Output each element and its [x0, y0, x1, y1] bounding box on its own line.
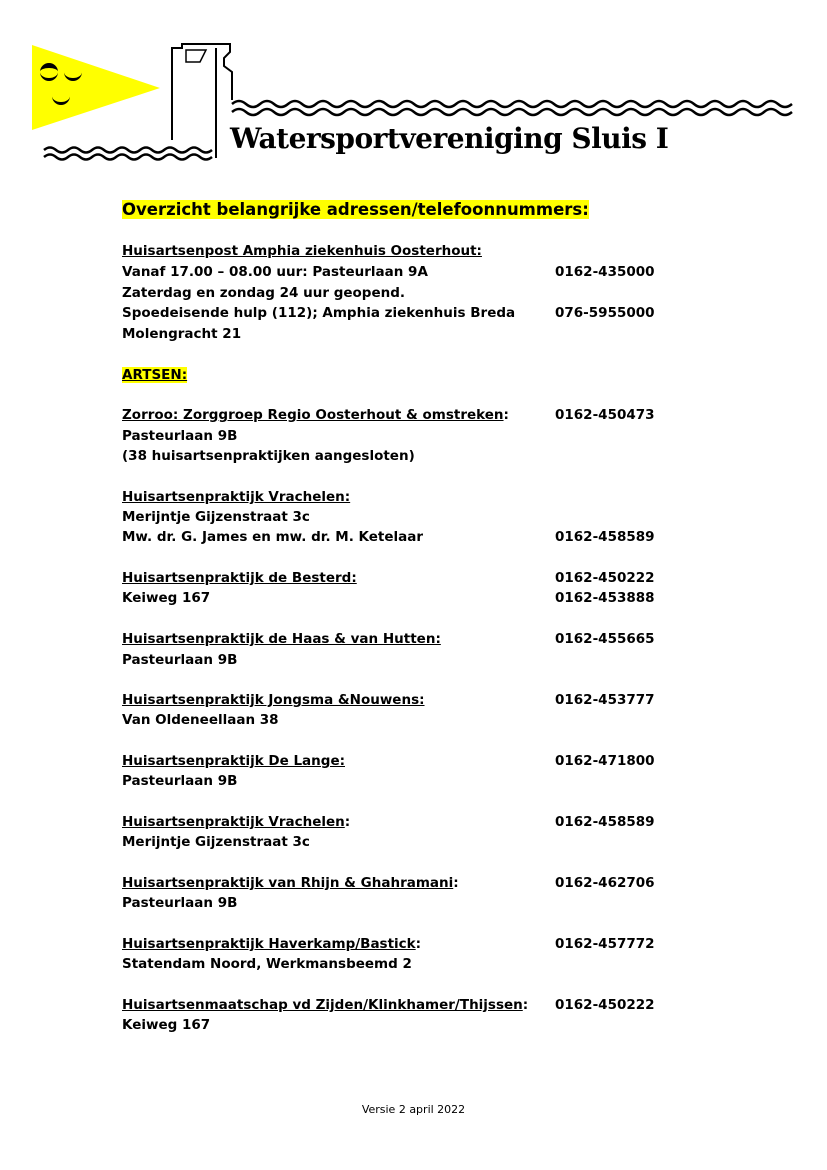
- entry-name: Huisartsenpraktijk Vrachelen:: [122, 814, 351, 830]
- entry-address: Pasteurlaan 9B: [122, 652, 238, 668]
- post-hours-phone: 0162-435000: [555, 264, 655, 280]
- entry-address: Statendam Noord, Werkmansbeemd 2: [122, 956, 412, 972]
- entry-phone: 0162-471800: [555, 753, 655, 769]
- entry-address: Van Oldeneellaan 38: [122, 712, 279, 728]
- entry-name: Huisartsenpraktijk Jongsma &Nouwens:: [122, 692, 425, 708]
- entry-phone: 0162-457772: [555, 936, 655, 952]
- entry-address: Pasteurlaan 9B: [122, 895, 238, 911]
- footer-version: Versie 2 april 2022: [361, 1103, 466, 1116]
- post-weekend: Zaterdag en zondag 24 uur geopend.: [122, 285, 406, 301]
- entry-name: Huisartsenpraktijk Haverkamp/Bastick:: [122, 936, 422, 952]
- entry-phone: 0162-458589: [555, 529, 655, 545]
- entry-phone: 0162-453777: [555, 692, 655, 708]
- entry-phone: 0162-450473: [555, 407, 655, 423]
- entry-note: (38 huisartsenpraktijken aangesloten): [122, 448, 415, 464]
- artsen-heading: ARTSEN:: [122, 367, 188, 383]
- entry-phone: 0162-450222: [555, 570, 655, 586]
- entry-phone: 0162-458589: [555, 814, 655, 830]
- entry-name: Huisartsenmaatschap vd Zijden/Klinkhamer/Thijssen:: [122, 997, 529, 1013]
- entry-address: Merijntje Gijzenstraat 3c: [122, 834, 310, 850]
- entry-name: Zorroo: Zorggroep Regio Oosterhout & omstreken:: [122, 407, 509, 423]
- letterhead: [0, 0, 827, 170]
- entry-name: Huisartsenpraktijk de Haas & van Hutten:: [122, 631, 441, 647]
- entry-name: Huisartsenpraktijk van Rhijn & Ghahramani:: [122, 875, 459, 891]
- entry-address: Pasteurlaan 9B: [122, 428, 238, 444]
- tower-icon: [172, 44, 232, 158]
- entry-phone: 0162-462706: [555, 875, 655, 891]
- entry-name: Huisartsenpraktijk De Lange:: [122, 753, 345, 769]
- entry-address: Keiweg 167: [122, 1017, 211, 1033]
- post-emergency-address: Molengracht 21: [122, 326, 242, 342]
- post-emergency-phone: 076-5955000: [555, 305, 655, 321]
- entry-phone: 0162-455665: [555, 631, 655, 647]
- entry-address: Merijntje Gijzenstraat 3c: [122, 509, 310, 525]
- entry-address: Pasteurlaan 9B: [122, 773, 238, 789]
- post-emergency: Spoedeisende hulp (112); Amphia ziekenhuis Breda: [122, 305, 516, 321]
- entry-name: Huisartsenpraktijk Vrachelen:: [122, 489, 351, 505]
- entry-address: Keiweg 167: [122, 590, 211, 606]
- entry-phone-2: 0162-453888: [555, 590, 655, 606]
- entry-name: Huisartsenpraktijk de Besterd:: [122, 570, 357, 586]
- club-name: Watersportvereniging Sluis I: [230, 122, 669, 155]
- post-heading: Huisartsenpost Amphia ziekenhuis Oosterhout:: [122, 243, 482, 259]
- entry-phone: 0162-450222: [555, 997, 655, 1013]
- post-hours: Vanaf 17.00 – 08.00 uur: Pasteurlaan 9A: [122, 264, 428, 280]
- pennant-flag: [32, 45, 160, 130]
- entry-doctors: Mw. dr. G. James en mw. dr. M. Ketelaar: [122, 529, 424, 545]
- page-title: Overzicht belangrijke adressen/telefoonnummers:: [122, 200, 589, 219]
